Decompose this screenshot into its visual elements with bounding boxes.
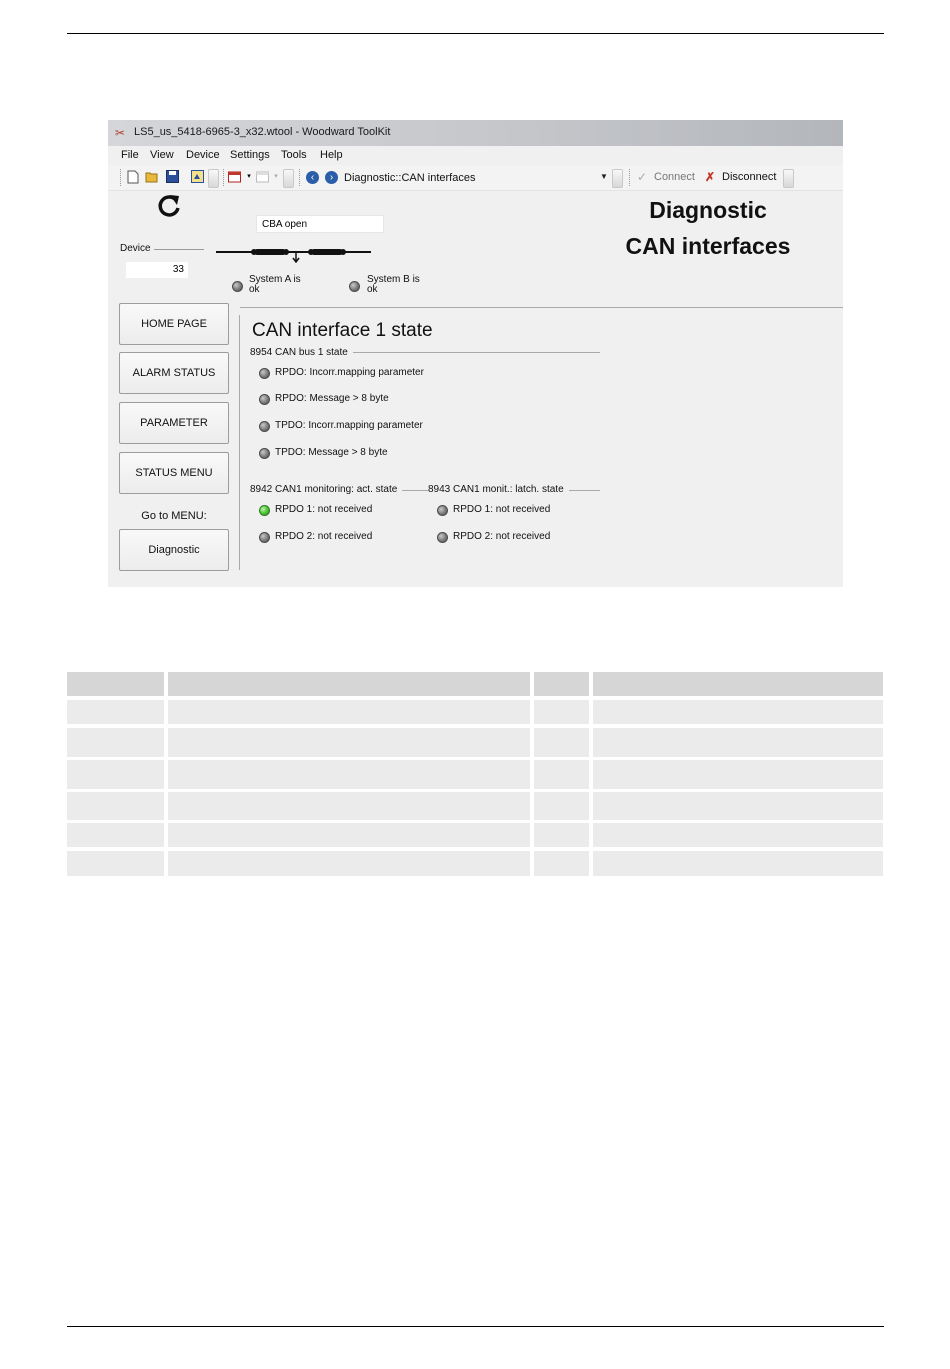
device-divider	[154, 249, 204, 250]
save-icon[interactable]	[165, 170, 179, 184]
can-state-title: CAN interface 1 state	[252, 320, 433, 341]
connect-button[interactable]: Connect	[654, 171, 695, 183]
toolbar-grip[interactable]	[283, 169, 294, 188]
disconnect-icon[interactable]: ✗	[704, 170, 716, 184]
status-led	[259, 448, 270, 459]
menu-bar	[108, 146, 843, 164]
toolbar-separator	[223, 169, 225, 186]
table-cell	[534, 823, 589, 847]
table-cell	[168, 728, 530, 757]
alarm-status-button[interactable]: ALARM STATUS	[119, 352, 229, 394]
table-cell	[534, 792, 589, 820]
table-cell	[168, 792, 530, 820]
monitoring-act-label: 8942 CAN1 monitoring: act. state	[250, 484, 402, 495]
act-item-2: RPDO 2: not received	[275, 531, 373, 542]
table-cell	[67, 700, 164, 724]
forward-arrow-icon[interactable]: ›	[325, 171, 338, 184]
toolbar-grip[interactable]	[612, 169, 623, 188]
toolbar-separator	[120, 169, 122, 186]
table-cell	[168, 823, 530, 847]
table-cell	[67, 823, 164, 847]
latch-item-2: RPDO 2: not received	[453, 531, 551, 542]
page-title-line2: CAN interfaces	[625, 233, 791, 259]
table-cell	[593, 760, 883, 789]
table-cell	[534, 700, 589, 724]
refresh-icon[interactable]	[155, 192, 183, 227]
device-label: Device	[120, 243, 151, 254]
bottom-rule	[67, 1326, 884, 1327]
calendar-icon[interactable]	[228, 170, 242, 184]
back-arrow-icon[interactable]: ‹	[306, 171, 319, 184]
status-menu-button[interactable]: STATUS MENU	[119, 452, 229, 494]
status-led	[259, 368, 270, 379]
system-a-line2: ok	[249, 284, 260, 295]
breaker-diagram	[216, 241, 371, 263]
table-cell	[168, 851, 530, 876]
toolbar-grip[interactable]	[783, 169, 794, 188]
status-led	[259, 421, 270, 432]
toolbar-separator	[299, 169, 301, 186]
system-b-line1: System B is	[367, 274, 420, 285]
header-divider	[240, 307, 843, 308]
bus-item-2: RPDO: Message > 8 byte	[275, 393, 389, 404]
table-cell	[593, 823, 883, 847]
window-title: LS5_us_5418-6965-3_x32.wtool - Woodward ToolKit	[134, 126, 391, 138]
disconnect-button[interactable]: Disconnect	[722, 171, 777, 183]
menu-file[interactable]: File	[121, 149, 139, 161]
toolkit-window	[108, 120, 843, 587]
status-led	[259, 532, 270, 543]
menu-help[interactable]: Help	[320, 149, 343, 161]
menu-device[interactable]: Device	[186, 149, 220, 161]
table-header-cell	[168, 672, 530, 696]
menu-view[interactable]: View	[150, 149, 174, 161]
toolbar-separator	[629, 169, 631, 186]
table-cell	[534, 851, 589, 876]
system-a-led	[232, 281, 243, 292]
system-a-status	[249, 275, 301, 295]
table-cell	[593, 851, 883, 876]
status-led	[259, 505, 270, 516]
table-cell	[593, 728, 883, 757]
status-led	[259, 394, 270, 405]
nav-divider	[239, 315, 240, 570]
chevron-down-icon[interactable]: ▾	[247, 173, 251, 180]
table-header-cell	[67, 672, 164, 696]
table-header-cell	[534, 672, 589, 696]
monitoring-latch-label: 8943 CAN1 monit.: latch. state	[428, 484, 569, 495]
top-rule	[67, 33, 884, 34]
system-a-line1: System A is	[249, 274, 301, 285]
new-file-icon[interactable]	[126, 170, 140, 184]
toolkit-app-icon: ✂	[115, 126, 126, 140]
table-cell	[67, 851, 164, 876]
table-cell	[534, 760, 589, 789]
diagnostic-button[interactable]: Diagnostic	[119, 529, 229, 571]
toolbar	[108, 165, 843, 191]
system-b-line2: ok	[367, 284, 378, 295]
toolbar-grip[interactable]	[208, 169, 219, 188]
page-path-combo[interactable]: Diagnostic::CAN interfaces	[344, 172, 476, 184]
act-item-1: RPDO 1: not received	[275, 504, 373, 515]
status-led	[437, 505, 448, 516]
menu-tools[interactable]: Tools	[281, 149, 307, 161]
chevron-down-icon[interactable]: ▼	[600, 172, 608, 181]
parameter-button[interactable]: PARAMETER	[119, 402, 229, 444]
system-b-status	[367, 275, 420, 295]
table-cell	[534, 728, 589, 757]
table-cell	[593, 700, 883, 724]
connect-icon[interactable]: ✓	[636, 170, 648, 184]
table-cell	[593, 792, 883, 820]
bus-group-label: 8954 CAN bus 1 state	[250, 347, 353, 358]
table-cell	[168, 700, 530, 724]
status-led	[437, 532, 448, 543]
goto-menu-label: Go to MENU:	[141, 510, 207, 522]
page-title-line1: Diagnostic	[649, 197, 767, 223]
calendar-disabled-icon[interactable]	[256, 170, 270, 184]
bus-item-4: TPDO: Message > 8 byte	[275, 447, 388, 458]
menu-settings[interactable]: Settings	[230, 149, 270, 161]
home-page-button[interactable]: HOME PAGE	[119, 303, 229, 345]
properties-icon[interactable]	[190, 170, 204, 184]
latch-item-1: RPDO 1: not received	[453, 504, 551, 515]
table-cell	[67, 760, 164, 789]
table-header-cell	[593, 672, 883, 696]
table-cell	[67, 792, 164, 820]
cba-status-field: CBA open	[256, 215, 384, 233]
bus-item-1: RPDO: Incorr.mapping parameter	[275, 367, 424, 378]
chevron-down-icon[interactable]: ▾	[274, 173, 278, 180]
bus-item-3: TPDO: Incorr.mapping parameter	[275, 420, 423, 431]
system-b-led	[349, 281, 360, 292]
open-folder-icon[interactable]	[145, 170, 159, 184]
table-cell	[168, 760, 530, 789]
device-number-field: 33	[126, 262, 188, 278]
table-cell	[67, 728, 164, 757]
title-bar	[108, 120, 843, 146]
